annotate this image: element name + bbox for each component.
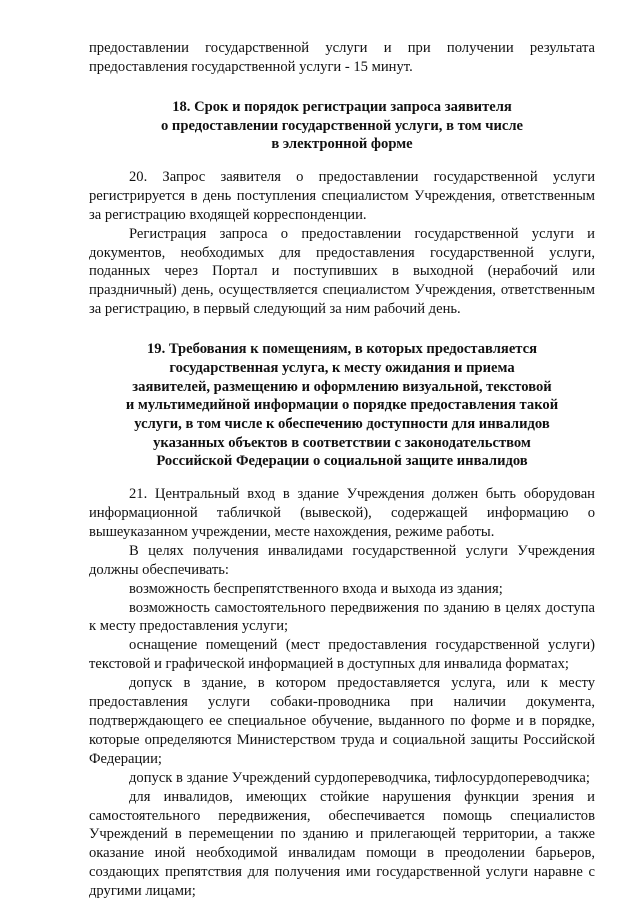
list-item: оснащение помещений (мест предоставления государственной услуги) текстовой и графической информацией в доступных для инвалида форматах; <box>89 637 595 673</box>
paragraph-21: 21. Центральный вход в здание Учреждения должен быть оборудован информационной табличкой (вывеской), содержащей информацию о вышеуказанном учреждении, месте нахождения, режиме работы. <box>89 486 595 540</box>
section-19-heading-line: 19. Требования к помещениям, в которых предоставляется <box>146 341 538 358</box>
list-item: допуск в здание, в котором предоставляется услуга, или к месту предоставления услуги собаки-проводника при наличии документа, подтверждающего ее специальное обучение, выданного по форме и в порядке, которые определяются Министерством труда и социальной защиты Российской Федерации; <box>89 675 595 767</box>
list-item: допуск в здание Учреждений сурдопереводчика, тифлосурдопереводчика; <box>129 769 590 786</box>
section-19-heading-line: указанных объектов в соответствии с законодательством <box>153 434 531 451</box>
section-19-heading-line: Российской Федерации о социальной защите инвалидов <box>156 453 528 470</box>
paragraph-disability-intro: В целях получения инвалидами государственной услуги Учреждения должны обеспечивать: <box>89 542 595 578</box>
section-18-heading-line: 18. Срок и порядок регистрации запроса заявителя <box>172 98 512 115</box>
document-page <box>89 39 595 901</box>
section-19-heading-line: услуги, в том числе к обеспечению доступности для инвалидов <box>134 415 550 432</box>
section-18-heading <box>89 98 595 154</box>
section-18-heading-line: о предоставлении государственной услуги, в том числе <box>160 117 523 134</box>
section-19-heading <box>89 340 595 471</box>
list-item: возможность беспрепятственного входа и выхода из здания; <box>129 580 503 597</box>
section-19-heading-line: заявителей, размещению и оформлению визуальной, текстовой <box>132 378 552 395</box>
intro-paragraph: предоставлении государственной услуги и при получении результата предоставления государственной услуги - 15 минут. <box>89 40 595 75</box>
section-19-heading-line: государственная услуга, к месту ожидания и приема <box>169 359 515 376</box>
paragraph-20: 20. Запрос заявителя о предоставлении государственной услуги регистрируется в день поступления специалистом Учреждения, ответственным за регистрацию входящей корреспонденции. <box>89 168 595 223</box>
paragraph-registration: Регистрация запроса о предоставлении государственной услуги и документов, необходимых для предоставления государственной услуги, поданных через Портал и поступивших в выходной (нерабочий или праздничный) день, осуществляется специалистом Учреждения, ответственным за регистрацию, в первый следующий за ним рабочий день. <box>89 225 595 318</box>
list-item: для инвалидов, имеющих стойкие нарушения функции зрения и самостоятельного передвижения, обеспечивается помощь специалистов Учреждений в перемещении по зданию и прилегающей территории, а также оказание иной необходимой инвалидам помощи в преодолении барьеров, создающих препятствия для получения ими государственной услуги наравне с другими лицами; <box>89 788 595 900</box>
section-19-heading-line: и мультимедийной информации о порядке предоставления такой <box>125 397 559 414</box>
list-item: возможность самостоятельного передвижения по зданию в целях доступа к месту предоставления услуги; <box>89 599 595 635</box>
section-18-heading-line: в электронной форме <box>271 136 413 153</box>
